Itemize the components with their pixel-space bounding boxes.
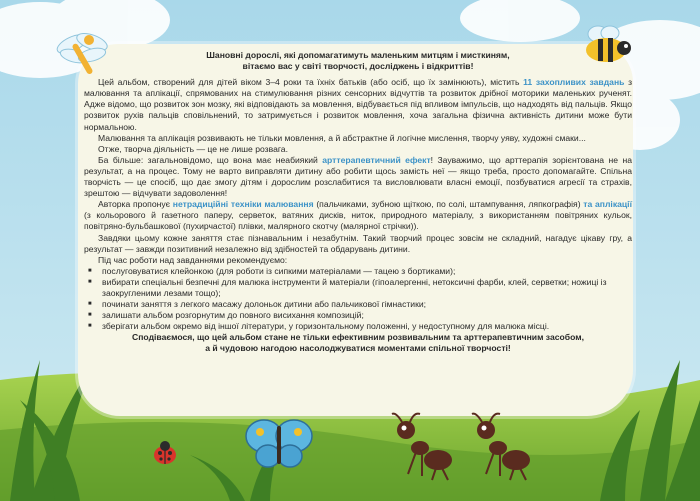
paragraph-4-text-b: ! Зауважимо, що арттерапія зорієнтована не на результат, а на процес. Тому не варто виправляти дитину або робити щось замість неї — якщо треба, просто допомагайте. Спільна творчість — це спосіб, що дає змогу дітям і дорослим розслабитися та висловлювати власні емоції, позбуватися агресії та страхів, зрештою — відчувати задоволення!	[84, 154, 632, 199]
greeting-line-2: вітаємо вас у світі творчості, досліджень і відкриттів!	[242, 61, 474, 72]
greeting-line-1: Шановні дорослі, які допомагатимуть маленьким митцям і мисткиням,	[206, 50, 510, 60]
list-item: ■ залишати альбом розгорнутим до повного висихання композицій;	[102, 310, 632, 321]
list-item: ■ вибирати спеціальні безпечні для малюка інструменти й матеріали (гіпоалергенні, нетоксичні фарби, клей, серветки; ножиці із заокругленими лезами тощо);	[102, 277, 632, 299]
paragraph-3: Отже, творча діяльність — це не лише розвага.	[98, 143, 288, 154]
paragraph-5	[84, 199, 632, 232]
paragraph-1-text-b: з малювання та аплікації, спрямованих на стимулювання різних сенсорних відчуттів та розвиток дрібної моторики маленьких рученят. Адже відомо, що розвиток зон мозку, які відповідають за мовлення, відбувається під впливом імпульсів, що надходять від пальців. Якщо розвиток рухів пальців сповільнений, то затримується і розвиток мовлення, хоча загальна фізична активність дитини може бути нормальною.	[84, 77, 633, 132]
list-item: ■ зберігати альбом окремо від іншої літератури, у горизонтальному положенні, у недоступному для малюка місці.	[102, 321, 632, 332]
paragraph-1-text-a: Цей альбом, створений для дітей віком 3–4 роки та їхніх батьків (або осіб, що їх замінюють), містить	[98, 77, 524, 88]
paragraph-5-text-a: Авторка пропонує	[98, 199, 173, 210]
paragraph-5-highlight-1: нетрадиційні техніки малювання	[172, 199, 314, 210]
paragraph-2: Малювання та аплікація розвивають не тільки мовлення, а й абстрактне й логічне мислення, творчу уяву, художні смаки...	[98, 132, 586, 143]
paragraph-4-highlight: арттерапевтичний ефект	[322, 154, 431, 165]
ant-icon	[386, 412, 536, 482]
ladybug-icon	[150, 440, 180, 466]
paragraph-5-highlight-2: та аплікації	[583, 199, 632, 210]
paragraph-1	[84, 77, 632, 132]
paragraph-6: Завдяки цьому кожне заняття стає пізнавальним і незабутнім. Такий творчий процес зовсім не складний, нагадує цікаву гру, а результат — завжди позитивний незалежно від здібностей та обдарувань дитини.	[84, 232, 632, 254]
intro-text	[84, 50, 632, 355]
recommendation-list	[84, 266, 632, 333]
paragraph-4	[84, 155, 632, 199]
paragraph-1-highlight: 11 захопливих завдань	[523, 77, 625, 88]
closing-line-1: Сподіваємося, що цей альбом стане не тільки ефективним розвивальним та арттерапевтичним засобом,	[132, 332, 584, 343]
list-item: ■ послуговуватися клейонкою (для роботи із сипкими матеріалами — тацею з бортиками);	[102, 266, 632, 277]
paragraph-4-text-a: Ба більше: загальновідомо, що вона має неабиякий	[98, 154, 323, 165]
paragraph-5-text-c: (з кольорового й газетного паперу, серветок, ватяних дисків, ниток, природного матеріалу, з використанням повітряних кульок, повітряно-бульбашкової (пухирчастої) плівки, малярного скотчу (малярної стрічки)).	[84, 210, 632, 232]
list-item: ■ починати заняття з легкого масажу долоньок дитини або пальчикової гімнастики;	[102, 299, 632, 310]
paragraph-5-text-b: (пальчиками, зубною щіткою, по солі, штампування, ляпкографія)	[313, 199, 584, 210]
closing-line-2: а й чудовою нагодою насолоджуватися моментами спільної творчості!	[205, 343, 511, 354]
recommend-intro: Під час роботи над завданнями рекомендуємо:	[98, 254, 288, 265]
butterfly-icon	[244, 416, 314, 472]
